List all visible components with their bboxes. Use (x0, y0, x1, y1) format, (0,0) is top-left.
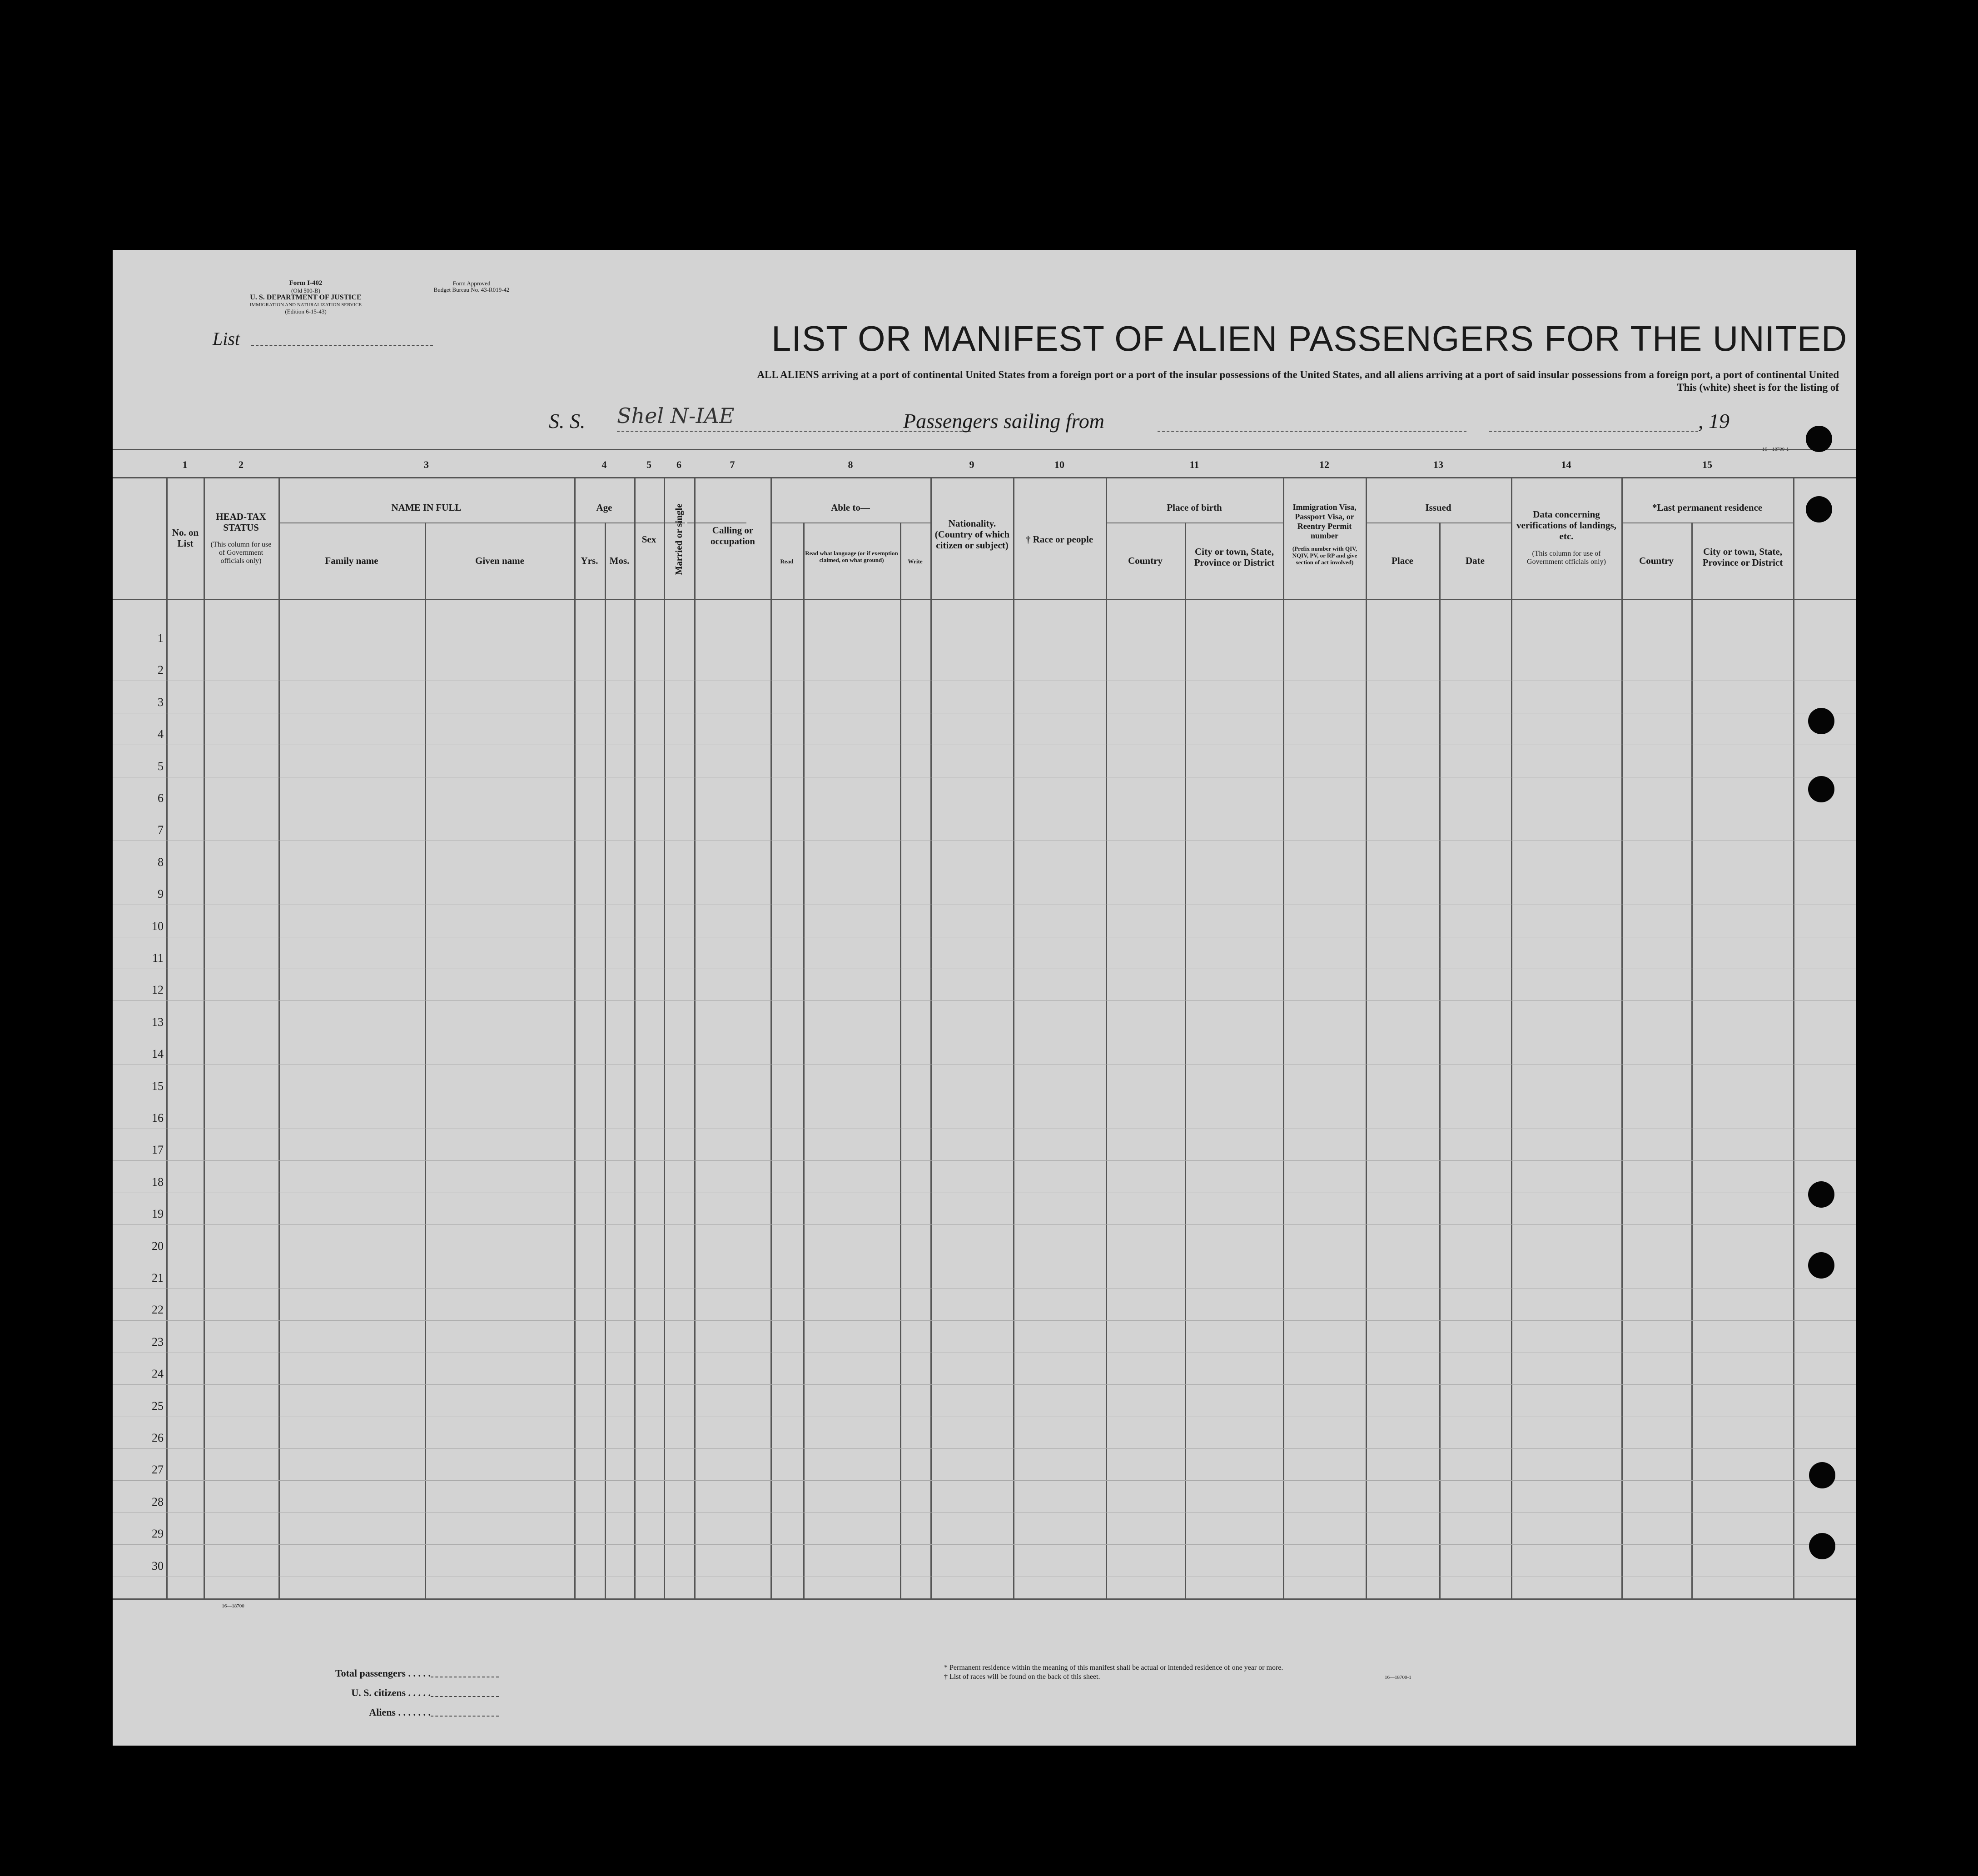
row-number: 9 (158, 887, 164, 901)
total-passengers-label: Total passengers . . . . . (335, 1667, 431, 1679)
birth-subhead-line (1106, 522, 1283, 523)
header-issued-date: Date (1466, 555, 1485, 566)
row-number: 17 (152, 1143, 164, 1157)
header-landings-note: (This column for use of Government officials only) (1527, 550, 1606, 566)
header-residence-country: Country (1639, 555, 1674, 566)
header-place-of-birth: Place of birth (1167, 502, 1222, 513)
header-last-residence: *Last permanent residence (1652, 502, 1763, 513)
row-number: 26 (152, 1431, 164, 1444)
aliens-label: Aliens . . . . . . . (369, 1707, 431, 1718)
col-num-1: 1 (182, 459, 188, 470)
col-num-15: 15 (1702, 459, 1712, 470)
table-row (113, 1224, 1856, 1225)
table-row (113, 1160, 1856, 1161)
header-issued: Issued (1425, 502, 1451, 513)
manifest-sheet (113, 250, 1856, 1746)
row-number: 14 (152, 1047, 164, 1061)
table-row (113, 1320, 1856, 1321)
row-number: 7 (158, 823, 164, 837)
col-num-10: 10 (1054, 459, 1064, 470)
row-number: 8 (158, 855, 164, 869)
form-subtitle: ALL ALIENS arriving at a port of continental United States from a foreign port or a port of the insular possessions of the United States, and all aliens arriving at a port of said insular possessions from a foreign port, a port of continental United (757, 369, 1839, 380)
row-number: 11 (152, 951, 164, 965)
header-head-tax: HEAD-TAX STATUS (216, 511, 266, 533)
row-number: 15 (152, 1079, 164, 1093)
header-married: Married or single (673, 503, 684, 575)
header-yrs: Yrs. (581, 555, 598, 566)
row-number: 18 (152, 1175, 164, 1189)
form-approved: Form Approved (452, 280, 491, 287)
col-num-4: 4 (601, 459, 607, 470)
aliens-field[interactable] (431, 1716, 499, 1717)
row-number: 10 (152, 919, 164, 933)
form-subtitle-2: This (white) sheet is for the listing of (1677, 382, 1839, 393)
col-num-7: 7 (730, 459, 735, 470)
budget-bureau: Budget Bureau No. 43-R019-42 (433, 286, 510, 293)
punch-hole (1809, 1462, 1835, 1488)
old-form: (Old 500-B) (291, 287, 320, 294)
code-right: 16—18700-1 (1385, 1675, 1411, 1680)
table-row (113, 1384, 1856, 1385)
header-head-tax-note: (This column for use of Government officials only) (210, 541, 272, 565)
department: U. S. DEPARTMENT OF JUSTICE (250, 294, 362, 301)
col-num-2: 2 (239, 459, 244, 470)
us-citizens-label: U. S. citizens . . . . . (351, 1687, 431, 1698)
header-no-on-list: No. on List (172, 527, 199, 549)
table-row (113, 1448, 1856, 1449)
age-subhead-line (687, 522, 746, 523)
row-number: 22 (152, 1303, 164, 1317)
row-number: 3 (158, 695, 164, 709)
row-number: 2 (158, 663, 164, 677)
header-mos: Mos. (609, 555, 630, 566)
name-subhead-line (278, 522, 685, 523)
sailing-label: Passengers sailing from (903, 409, 1104, 433)
list-number-field[interactable] (251, 345, 433, 346)
header-race: † Race or people (1025, 534, 1093, 545)
header-read-language: Read what language (or if exemption claimed, on what ground) (805, 550, 898, 563)
form-number: Form I-402 (289, 279, 323, 287)
row-number: 6 (158, 791, 164, 805)
header-birth-country: Country (1128, 555, 1163, 566)
row-number: 13 (152, 1015, 164, 1029)
table-row (113, 1000, 1856, 1001)
row-number: 23 (152, 1335, 164, 1349)
col-num-14: 14 (1561, 459, 1571, 470)
row-number: 27 (152, 1463, 164, 1477)
header-visa-note: (Prefix number with QIV, NQIV, PV, or RP and give section of act involved) (1292, 545, 1357, 566)
col-num-9: 9 (969, 459, 974, 470)
header-able-to: Able to— (831, 502, 870, 513)
table-row (113, 1544, 1856, 1545)
service: IMMIGRATION AND NATURALIZATION SERVICE (249, 302, 362, 308)
header-number-line (113, 477, 1856, 478)
row-number: 12 (152, 983, 164, 997)
punch-hole (1808, 776, 1834, 802)
punch-hole (1808, 1252, 1834, 1279)
row-number: 30 (152, 1559, 164, 1572)
row-number: 25 (152, 1399, 164, 1413)
col-num-8: 8 (848, 459, 853, 470)
header-age: Age (596, 502, 612, 513)
col-num-11: 11 (1189, 459, 1199, 470)
row-number: 28 (152, 1495, 164, 1508)
table-bottom-line (113, 1598, 1856, 1600)
row-number: 1 (158, 632, 164, 645)
sailing-from-field[interactable] (1158, 431, 1466, 432)
row-number: 16 (152, 1111, 164, 1125)
row-number: 4 (158, 727, 164, 741)
row-number: 19 (152, 1207, 164, 1221)
header-sex: Sex (641, 534, 656, 545)
col-num-3: 3 (424, 459, 429, 470)
footnote-races: † List of races will be found on the back of this sheet. (944, 1673, 1100, 1681)
col-num-6: 6 (676, 459, 681, 470)
header-birth-city: City or town, State, Province or District (1194, 546, 1275, 568)
row-number: 24 (152, 1367, 164, 1381)
row-number: 21 (152, 1271, 164, 1284)
header-read: Read (780, 558, 794, 565)
punch-hole (1806, 496, 1832, 522)
code-bottom: 16—18700 (222, 1603, 244, 1609)
col-num-13: 13 (1433, 459, 1443, 470)
table-row (113, 1480, 1856, 1481)
header-visa: Immigration Visa, Passport Visa, or Reentry Permit number (1292, 503, 1357, 540)
able-subhead-line (770, 522, 930, 523)
issued-subhead-line (1366, 522, 1511, 523)
punch-hole (1806, 426, 1832, 452)
row-number: 5 (158, 759, 164, 773)
header-issued-place: Place (1392, 555, 1413, 566)
punch-hole (1808, 708, 1834, 734)
table-top-line (113, 449, 1856, 450)
row-number: 29 (152, 1527, 164, 1541)
header-landings: Data concerning verifications of landings, etc. (1516, 509, 1616, 542)
sailing-date-field[interactable] (1489, 431, 1698, 432)
year-label: , 19 (1698, 409, 1730, 433)
header-calling: Calling or occupation (710, 525, 755, 547)
header-bottom-line (113, 599, 1856, 600)
header-family-name: Family name (325, 555, 378, 566)
list-label: List (213, 328, 240, 349)
header-name-in-full: NAME IN FULL (391, 502, 462, 513)
punch-hole (1809, 1533, 1835, 1559)
header-given-name: Given name (475, 555, 524, 566)
residence-subhead-line (1621, 522, 1793, 523)
us-citizens-field[interactable] (431, 1696, 499, 1697)
header-residence-city: City or town, State, Province or District (1702, 546, 1783, 568)
footnote-permanent-residence: * Permanent residence within the meaning of this manifest shall be actual or intended residence of one year or more. (944, 1664, 1283, 1672)
form-title: LIST OR MANIFEST OF ALIEN PASSENGERS FOR THE UNITED (771, 318, 1848, 358)
col-num-12: 12 (1319, 459, 1329, 470)
edition: (Edition 6-15-43) (285, 308, 327, 315)
col-num-5: 5 (646, 459, 651, 470)
header-nationality: Nationality. (Country of which citizen or subject) (934, 518, 1010, 551)
punch-hole (1808, 1181, 1834, 1208)
ship-name: Shel N-IAE (617, 403, 735, 428)
header-write: Write (908, 558, 923, 565)
ss-label: S. S. (549, 409, 586, 433)
row-number: 20 (152, 1239, 164, 1253)
